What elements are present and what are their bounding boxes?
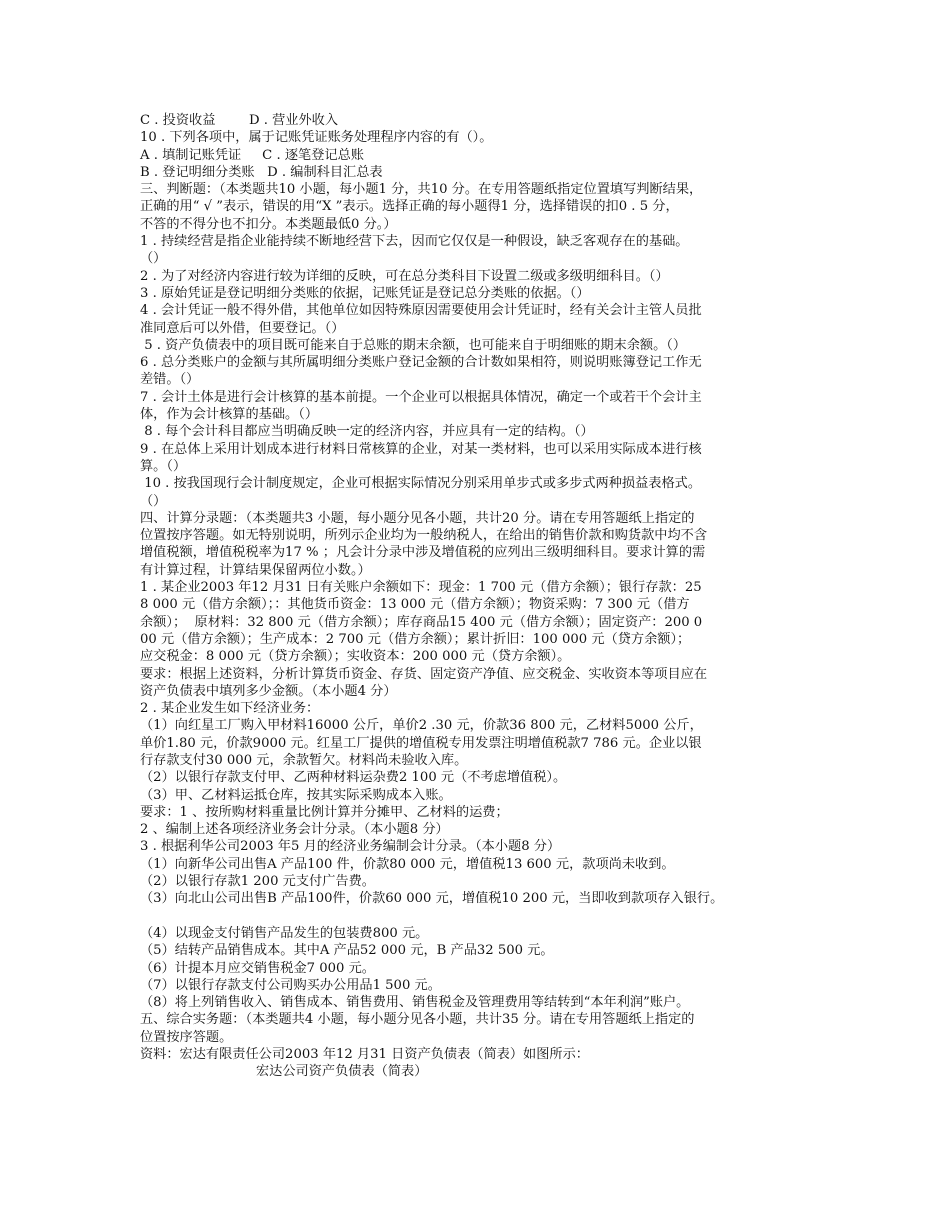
text-line: 位置按序答题。如无特别说明，所列示企业均为一般纳税人，在给出的销售价款和购货款中均不含 [140, 528, 708, 544]
text-line: （1）向红星工厂购入甲材料16000 公斤，单价2 .30 元，价款36 800 元，乙材料5000 公斤， [140, 718, 703, 734]
text-line: （7）以银行存款支付公司购买办公用品1 500 元。 [140, 977, 441, 993]
text-line: 五、综合实务题：（本类题共4 小题，每小题分见各小题，共计35 分。请在专用答题纸上指定的 [140, 1012, 695, 1028]
text-line: 资产负债表中填列多少金额。（本小题4 分） [140, 683, 397, 699]
text-line: 3 . 根据利华公司2003 年5 月的经济业务编制会计分录。（本小题8 分） [140, 839, 561, 855]
text-line: （2）以银行存款1 200 元支付广告费。 [140, 874, 375, 890]
text-line: 3 . 原始凭证是登记明细分类账的依据，记账凭证是登记总分类账的依据。（） [140, 285, 590, 301]
text-line: 2 . 为了对经济内容进行较为详细的反映，可在总分类科目下设置二级或多级明细科目。（） [140, 268, 669, 284]
document-page [140, 112, 830, 1081]
text-line: 1 . 某企业2003 年12 月31 日有关账户余额如下：现金：1 700 元（借方余额）；银行存款：25 [140, 580, 702, 596]
text-line: 要求：1 、按所购材料重量比例计算并分摊甲、乙材料的运费； [140, 804, 509, 820]
text-line: （） [140, 493, 167, 509]
text-line: （1）向新华公司出售A 产品100 件，价款80 000 元，增值税13 600 元，款项尚未收到。 [140, 856, 675, 872]
text-line: （3）甲、乙材料运抵仓库，按其实际采购成本入账。 [140, 787, 452, 803]
text-line: 有计算过程，计算结果保留两位小数。） [140, 562, 371, 578]
text-line: C . 投资收益 D . 营业外收入 [140, 113, 339, 128]
text-line: （8）将上列销售收入、销售成本、销售费用、销售税金及管理费用等结转到“本年利润”账户。 [140, 995, 690, 1011]
text-line: 2 . 某企业发生如下经济业务： [140, 701, 320, 717]
text-line: 体，作为会计核算的基础。（） [140, 407, 319, 423]
text-line: 4 . 会计凭证一般不得外借，其他单位如因特殊原因需要使用会计凭证时，经有关会计主管人员批 [140, 303, 702, 319]
text-line: 00 元（借方余额）；生产成本：2 700 元（借方余额）；累计折旧：100 000 元（贷方余额）； [140, 631, 691, 647]
text-line: 四、计算分录题：（本类题共3 小题，每小题分见各小题，共计20 分。请在专用答题纸上指定的 [140, 510, 695, 526]
text-line: 不答的不得分也不扣分。本类题最低0 分。） [140, 216, 397, 232]
text-line: （5）结转产品销售成本。其中A 产品52 000 元，B 产品32 500 元。 [140, 943, 554, 959]
document-body [140, 112, 830, 1063]
text-line: 8 000 元（借方余额）；：其他货币资金：13 000 元（借方余额）；物资采购：7 300 元（借方 [140, 597, 690, 613]
text-line: 差错。（） [140, 372, 200, 388]
text-line: 9 . 在总体上采用计划成本进行材料日常核算的企业，对某一类材料，也可以采用实际成本进行核 [140, 441, 702, 457]
text-line: 位置按序答题。 [140, 1029, 233, 1045]
text-line: 要求：根据上述资料，分析计算货币资金、存货、固定资产净值、应交税金、实收资本等项目应在 [140, 666, 708, 682]
text-line: 2 、编制上述各项经济业务会计分录。（本小题8 分） [140, 822, 449, 838]
table-caption: 宏达公司资产负债表（简表） [256, 1064, 428, 1080]
text-line: 7 . 会计土体是进行会计核算的基本前提。一个企业可以根据具体情况，确定一个或若干个会计主 [140, 389, 702, 405]
text-line: （3）向北山公司出售B 产品100件，价款60 000 元，增值税10 200 元，当即收到款项存入银行。 [140, 891, 724, 907]
text-line: （） [140, 251, 167, 267]
text-line: 单价1.80 元，价款9000 元。红星工厂提供的增值税专用发票注明增值税款7 786 元。企业以银 [140, 735, 702, 751]
text-line: 1 . 持续经营是指企业能持续不断地经营下去，因而它仅仅是一种假设，缺乏客观存在的基础。 [140, 234, 689, 250]
text-line: 算。（） [140, 458, 187, 474]
text-line: 三、判断题：（本类题共10 小题，每小题1 分，共10 分。在专用答题纸指定位置填写判断结果， [140, 182, 703, 198]
text-line: 正确的用“ √ ”表示，错误的用“X ”表示。选择正确的每小题得1 分，选择错误的扣0 . 5 分， [140, 199, 679, 215]
text-line: 8 . 每个会计科目都应当明确反映一定的经济内容，并应具有一定的结构。（） [140, 424, 594, 440]
text-line: （4）以现金支付销售产品发生的包装费800 元。 [140, 925, 429, 941]
text-line: 10 . 按我国现行会计制度规定，企业可根据实际情况分别采用单步式或多步式两种损益表格式。 [140, 476, 702, 492]
text-line: B . 登记明细分类账 D . 编制科目汇总表 [140, 164, 383, 180]
text-line: 应交税金：8 000 元（贷方余额）；实收资本：200 000 元（贷方余额）。 [140, 649, 571, 665]
text-line [140, 908, 830, 925]
text-line: 5 . 资产负债表中的项目既可能来自于总账的期末余额，也可能来自于明细账的期末余额。（） [140, 337, 687, 353]
text-line: A . 填制记账凭证 C . 逐笔登记总账 [140, 147, 364, 163]
text-line: 余额）； 原材料：32 800 元（借方余额）；库存商品15 400 元（借方余额）；固定资产：200 0 [140, 614, 703, 630]
text-line: 6 . 总分类账户的金额与其所属明细分类账户登记金额的合计数如果相符，则说明账簿登记工作无 [140, 355, 702, 371]
text-line: 10 . 下列各项中，属于记账凭证账务处理程序内容的有（）。 [140, 130, 493, 146]
text-line: 资料：宏达有限责任公司2003 年12 月31 日资产负债表（简表）如图所示： [140, 1047, 589, 1063]
text-line: 增值税额，增值税税率为17 % ；凡会计分录中涉及增值税的应列出三级明细科目。要求计算的需 [140, 545, 706, 561]
text-line: （6）计提本月应交销售税金7 000 元。 [140, 960, 375, 976]
text-line: 行存款支付30 000 元，余款暂欠。材料尚未验收入库。 [140, 752, 468, 768]
text-line: （2）以银行存款支付甲、乙两种材料运杂费2 100 元（不考虑增值税）。 [140, 770, 567, 786]
text-line: 准同意后可以外借，但要登记。（） [140, 320, 345, 336]
